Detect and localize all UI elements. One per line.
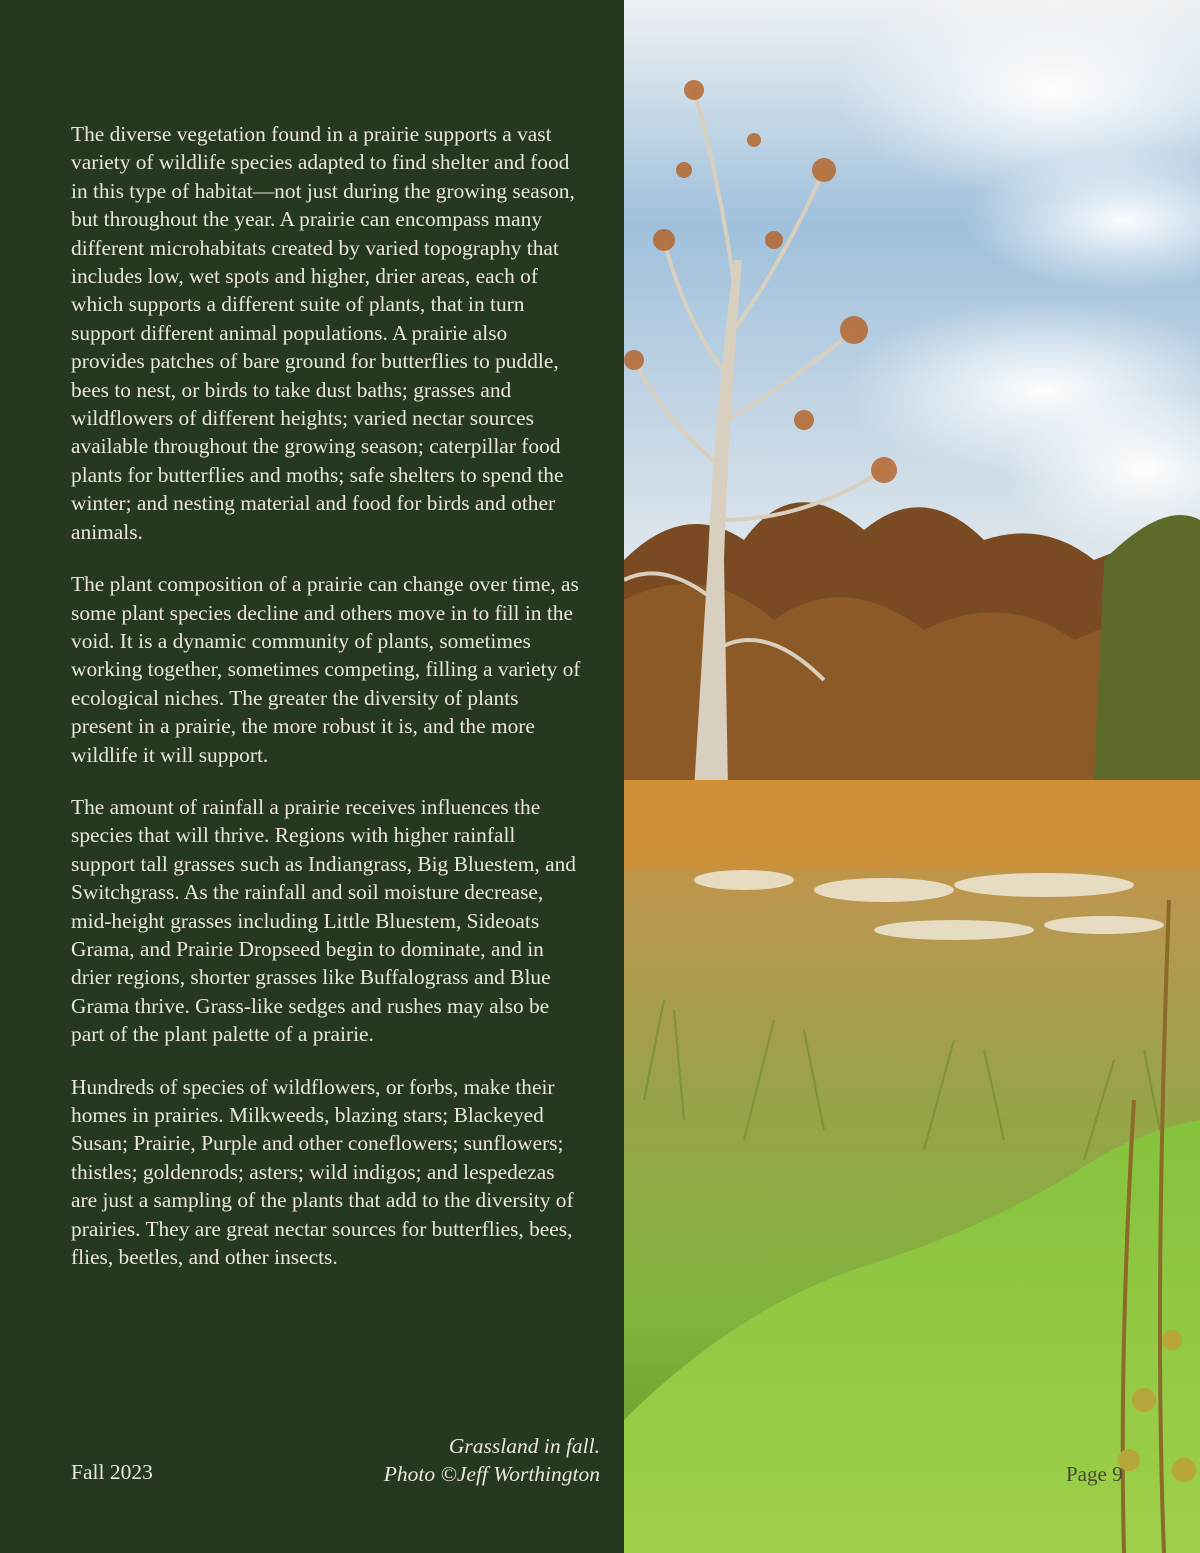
paragraph-3: The amount of rainfall a prairie receives influences the species that will thrive. Regions with higher rainfall support tall grasses such as Indiangrass, Big Bluestem, and Switchgrass. As the rainfall and soil moisture decrease, mid-height grasses including Little Bluestem, Sideoats Grama, and Prairie Dropseed begin to dominate, and in drier regions, shorter grasses like Buffalograss and Blue Grama thrive. Grass-like sedges and rushes may also be part of the plant palette of a prairie. xyxy=(71,794,576,1047)
photo-caption xyxy=(384,1432,600,1488)
paragraph-1: The diverse vegetation found in a prairie supports a vast variety of wildlife species adapted to find shelter and food in this type of habitat—not just during the growing season, but throughout the year. A prairie can encompass many different microhabitats created by varied topography that includes low, wet spots and higher, drier areas, each of which supports a different suite of plants, that in turn support different animal populations. A prairie also provides patches of bare ground for butterflies to puddle, bees to nest, or birds to take dust baths; grasses and wildflowers of different heights; varied nectar sources available throughout the growing season; caterpillar food plants for butterflies and moths; safe shelters to spend the winter; and nesting material and food for birds and other animals. xyxy=(71,122,575,544)
caption-credit: Photo ©Jeff Worthington xyxy=(383,1462,600,1486)
grassland-photo-illustration xyxy=(624,0,1200,1553)
caption-title: Grassland in fall. xyxy=(448,1434,600,1458)
paragraph-2: The plant composition of a prairie can change over time, as some plant species decline and others move in to fill in the void. It is a dynamic community of plants, sometimes working together, sometimes competing, filling a variety of ecological niches. The greater the diversity of plants present in a prairie, the more robust it is, and the more wildlife it will support. xyxy=(71,572,581,767)
page-number: Page 9 xyxy=(1066,1462,1123,1486)
issue-label: Fall 2023 xyxy=(71,1460,153,1484)
article-body xyxy=(71,120,581,1295)
paragraph-4: Hundreds of species of wildflowers, or forbs, make their homes in prairies. Milkweeds, blazing stars; Blackeyed Susan; Prairie, Purple and other coneflowers; sunflowers; thistles; goldenrods; asters; wild indigos; and lespedezas are just a sampling of the plants that add to the diversity of prairies. They are great nectar sources for butterflies, bees, flies, beetles, and other insects. xyxy=(71,1074,574,1270)
grassland-photo xyxy=(624,0,1200,1553)
